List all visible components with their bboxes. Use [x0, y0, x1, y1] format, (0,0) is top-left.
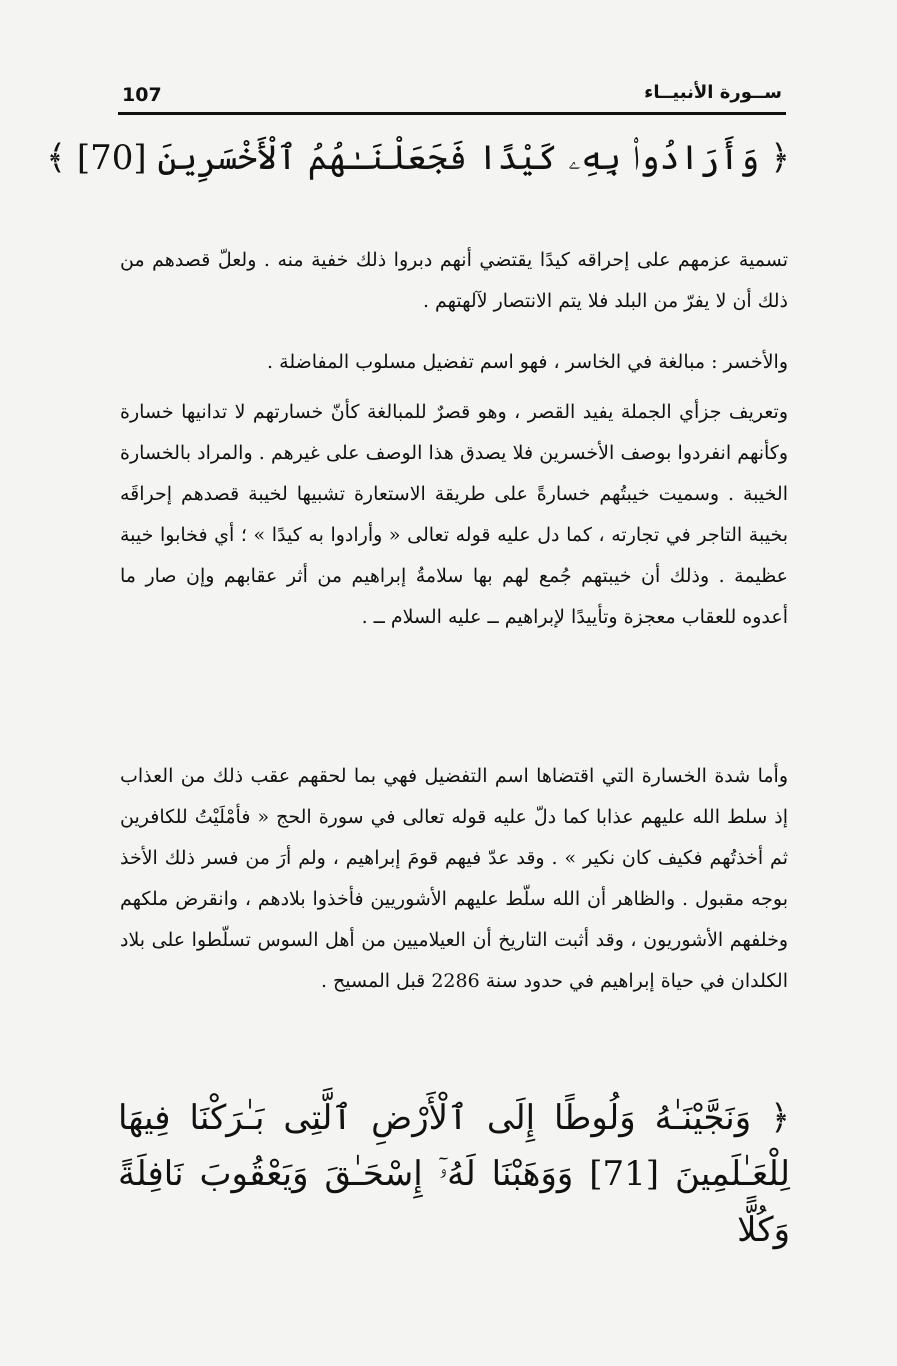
- commentary-paragraph: وتعريف جزأي الجملة يفيد القصر ، وهو قصرٌ للمبالغة كأنّ خسارتهم لا تدانيها خسارة وكأنهم انفردوا بوصف الأخسرين فلا يصدق هذا الوصف على غيرهم . والمراد بالخسارة الخيبة . وسميت خيبتُهم خسارةً على طريقة الاستعارة تشبيها لخيبة قصدهم إحراقَه بخيبة التاجر في تجارته ، كما دل عليه قوله تعالى « وأرادوا به كيدًا » ؛ أي فخابوا خيبة عظيمة . وذلك أن خيبتهم جُمع لهم بها سلامةُ إبراهيم من أثر عقابهم وإن صار ما أعدوه للعقاب معجزة وتأييدًا لإبراهيم ــ عليه السلام ــ .: [120, 401, 788, 628]
- surah-name: ســورة الأنبيــاء: [644, 82, 782, 103]
- commentary-paragraph: والأخسر : مبالغة في الخاسر ، فهو اسم تفضيل مسلوب المفاضلة .: [267, 351, 788, 373]
- quran-verse-71: ﴿ وَنَجَّيْنَـٰهُ وَلُوطًا إِلَى ٱلْأَرْضِ ٱلَّتِى بَـٰرَكْنَا فِيهَا لِلْعَـٰلَمِينَ [71] وَوَهَبْنَا لَهُۥٓ إِسْحَـٰقَ وَيَعْقُوبَ نَافِلَةً وَكُلًّا: [118, 1098, 790, 1250]
- page-number: 107: [122, 84, 162, 106]
- page-header: [118, 82, 786, 115]
- commentary-paragraph: وأما شدة الخسارة التي اقتضاها اسم التفضيل فهي بما لحقهم عقب ذلك من العذاب إذ سلط الله عليهم عذابا كما دلّ عليه قوله تعالى في سورة الحج « فأمْلَيْتُ للكافرين ثم أخذتُهم فكيف كان نكير » . وقد عدّ فيهم قومَ إبراهيم ، ولم أرَ من فسر ذلك الأخذ بوجه مقبول . والظاهر أن الله سلّط عليهم الأشوريين فأخذوا بلادهم ، وانقرض ملكهم وخلفهم الأشوريون ، وقد أثبت التاريخ أن العيلاميين من أهل السوس تسلّطوا على بلاد الكلدان في حياة إبراهيم في حدود سنة 2286 قبل المسيح .: [120, 765, 788, 992]
- quran-verse-70: ﴿ وَأَرَادُوا۟ بِهِۦ كَيْدًا فَجَعَلْنَـٰهُمُ ٱلْأَخْسَرِينَ [70] ﴾: [46, 138, 790, 178]
- commentary-paragraph: تسمية عزمهم على إحراقه كيدًا يقتضي أنهم دبروا ذلك خفية منه . ولعلّ قصدهم من ذلك أن لا يفرّ من البلد فلا يتم الانتصار لآلهتهم .: [120, 249, 788, 312]
